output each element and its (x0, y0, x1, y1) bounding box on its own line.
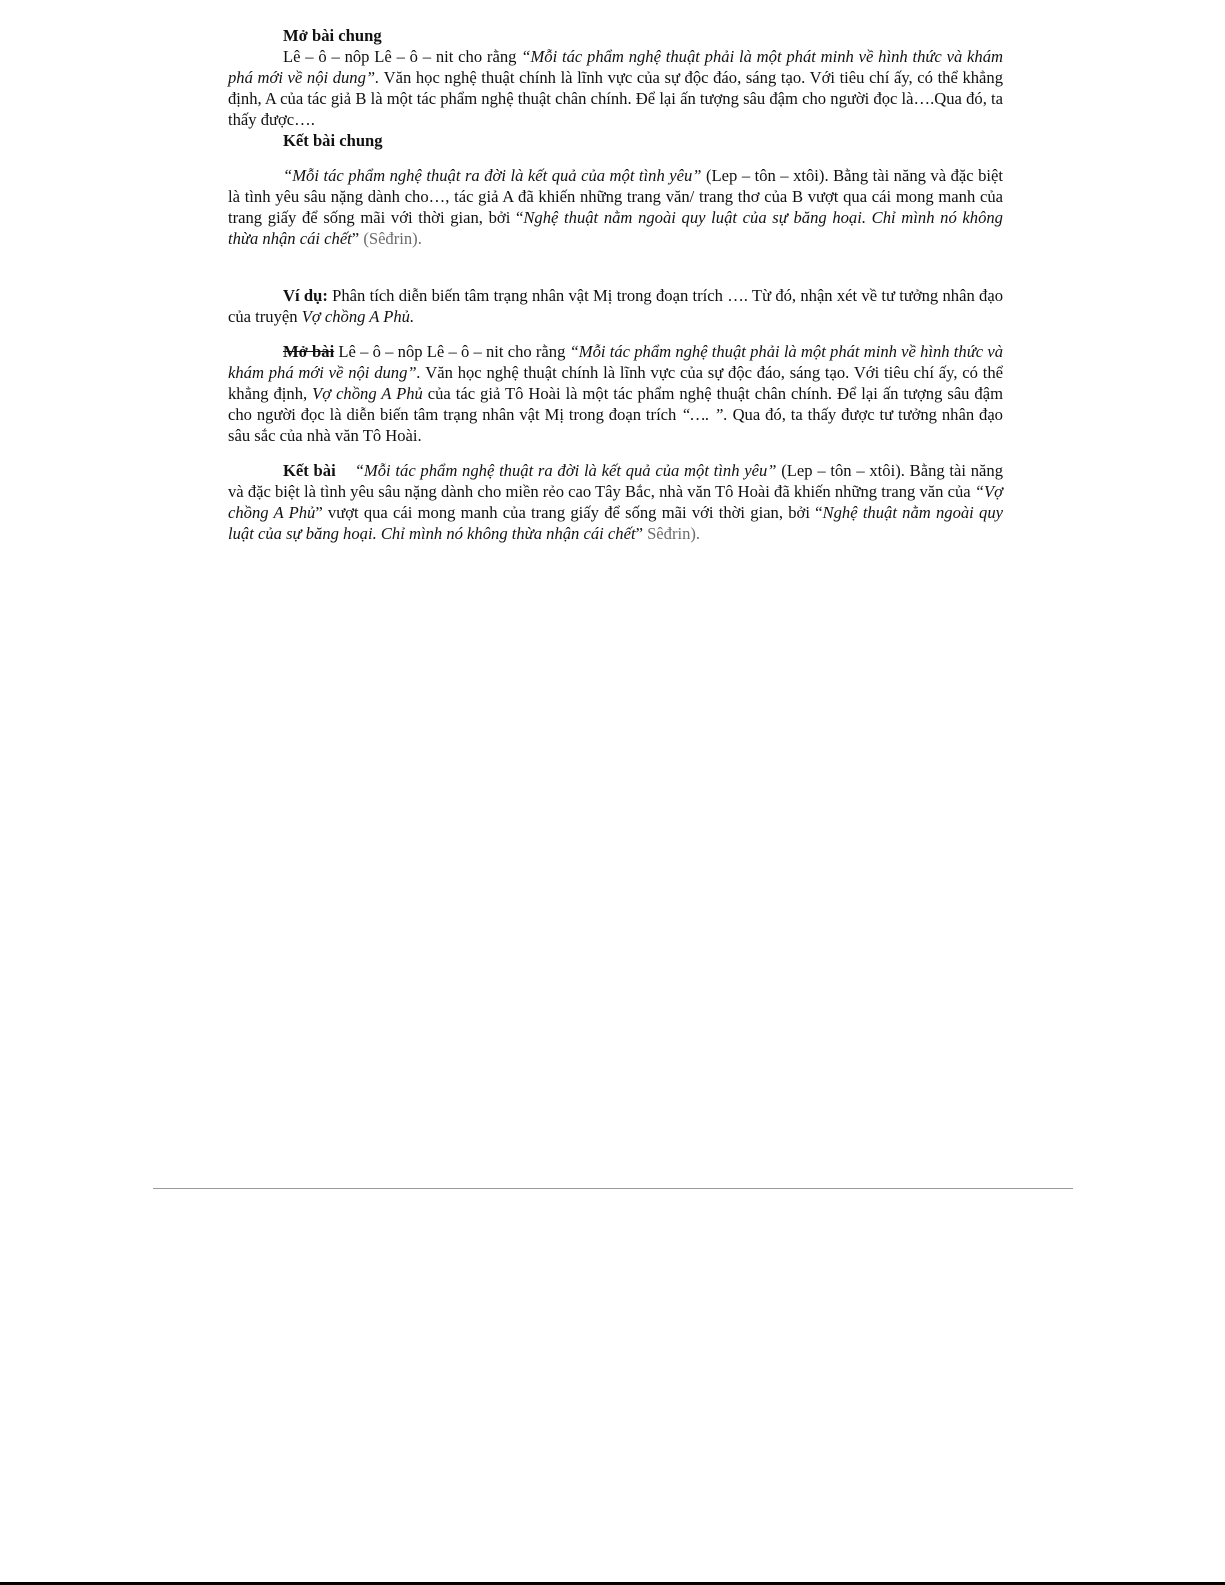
page-divider (153, 1188, 1073, 1189)
open-text-1: Lê – ô – nôp Lê – ô – nit cho rằng (283, 47, 522, 66)
example-open-label: Mở bài (283, 342, 335, 361)
example-close-quote-1: “Mỗi tác phẩm nghệ thuật ra đời là kết quả của một tình yêu” (354, 461, 777, 480)
close-text-2: ” (351, 229, 364, 248)
close-text-1: (Lep – tôn – xtôi). Bằng tài năng và đặc biệt là tình yêu sâu nặng dành cho…, tác giả A đã khiến những trang văn/ trang thơ của B vượt qua cái mong manh của trang giấy để sống mãi với thời gian, bởi “ (228, 166, 1003, 227)
example-label: Ví dụ: (283, 286, 328, 305)
example-close-paragraph (228, 460, 1003, 544)
example-open-text-3: của tác giả Tô Hoài là một tác phẩm nghệ thuật chân chính. Để lại ấn tượng sâu đậm cho người đọc là diễn biến tâm trạng nhân vật Mị trong đoạn trích (228, 384, 1004, 424)
example-open-quote-2: “…. ”. (681, 405, 728, 424)
close-paragraph (228, 165, 1003, 249)
example-close-attribution: Sêđrin). (647, 524, 701, 543)
open-text-2: Văn học nghệ thuật chính là lĩnh vực của sự độc đáo, sáng tạo. Với tiêu chí ấy, có thể khẳng định, A của tác giả B là một tác phẩm nghệ thuật chân chính. Để lại ấn tượng sâu đậm cho người đọc là….Qua đó, ta thấy được…. (228, 68, 1004, 129)
example-open-text-4: Qua đó, ta thấy được tư tưởng nhân đạo sâu sắc của nhà văn Tô Hoài. (228, 405, 1003, 445)
example-close-text-2: ” vượt qua cái mong manh của trang giấy để sống mãi với thời gian, bởi “ (315, 503, 823, 522)
open-heading: Mở bài chung (283, 26, 382, 45)
close-attribution: (Sêđrin). (363, 229, 422, 248)
example-paragraph (228, 285, 1003, 327)
example-close-label: Kết bài (283, 461, 336, 480)
open-quote: “Mỗi tác phẩm nghệ thuật phải là một phát minh về hình thức và khám phá mới về nội dung”. (228, 47, 1004, 87)
example-text: Phân tích diễn biến tâm trạng nhân vật Mị trong đoạn trích …. Từ đó, nhận xét về tư tưởng nhân đạo của truyện (228, 286, 1003, 326)
document-page (228, 25, 1003, 544)
example-close-title: “Vợ chồng A Phủ (228, 482, 1003, 522)
example-close-quote-2: Nghệ thuật nằm ngoài quy luật của sự băng hoại. Chỉ mình nó không thừa nhận cái chết (228, 503, 1003, 543)
example-open-text-2: Văn học nghệ thuật chính là lĩnh vực của sự độc đáo, sáng tạo. Với tiêu chí ấy, có thể khẳng định, (228, 363, 1003, 403)
close-heading: Kết bài chung (283, 131, 383, 150)
example-open-quote: “Mỗi tác phẩm nghệ thuật phải là một phát minh về hình thức và khám phá mới về nội dung”. (228, 342, 1003, 382)
open-paragraph (228, 46, 1003, 130)
example-open-title: Vợ chồng A Phủ (312, 384, 423, 403)
example-close-text-3: ” (635, 524, 648, 543)
example-open-text-1: Lê – ô – nôp Lê – ô – nit cho rằng (334, 342, 570, 361)
example-close-text-1: (Lep – tôn – xtôi). Bằng tài năng và đặc biệt là tình yêu sâu nặng dành cho miền rẻo cao Tây Bắc, nhà văn Tô Hoài đã khiến những trang văn của (228, 461, 1003, 501)
close-quote-2: Nghệ thuật nằm ngoài quy luật của sự băng hoại. Chỉ mình nó không thừa nhận cái chết (228, 208, 1003, 248)
example-work-title: Vợ chồng A Phủ. (301, 307, 415, 326)
close-quote-1: “Mỗi tác phẩm nghệ thuật ra đời là kết quả của một tình yêu” (283, 166, 702, 185)
example-open-paragraph (228, 341, 1003, 446)
